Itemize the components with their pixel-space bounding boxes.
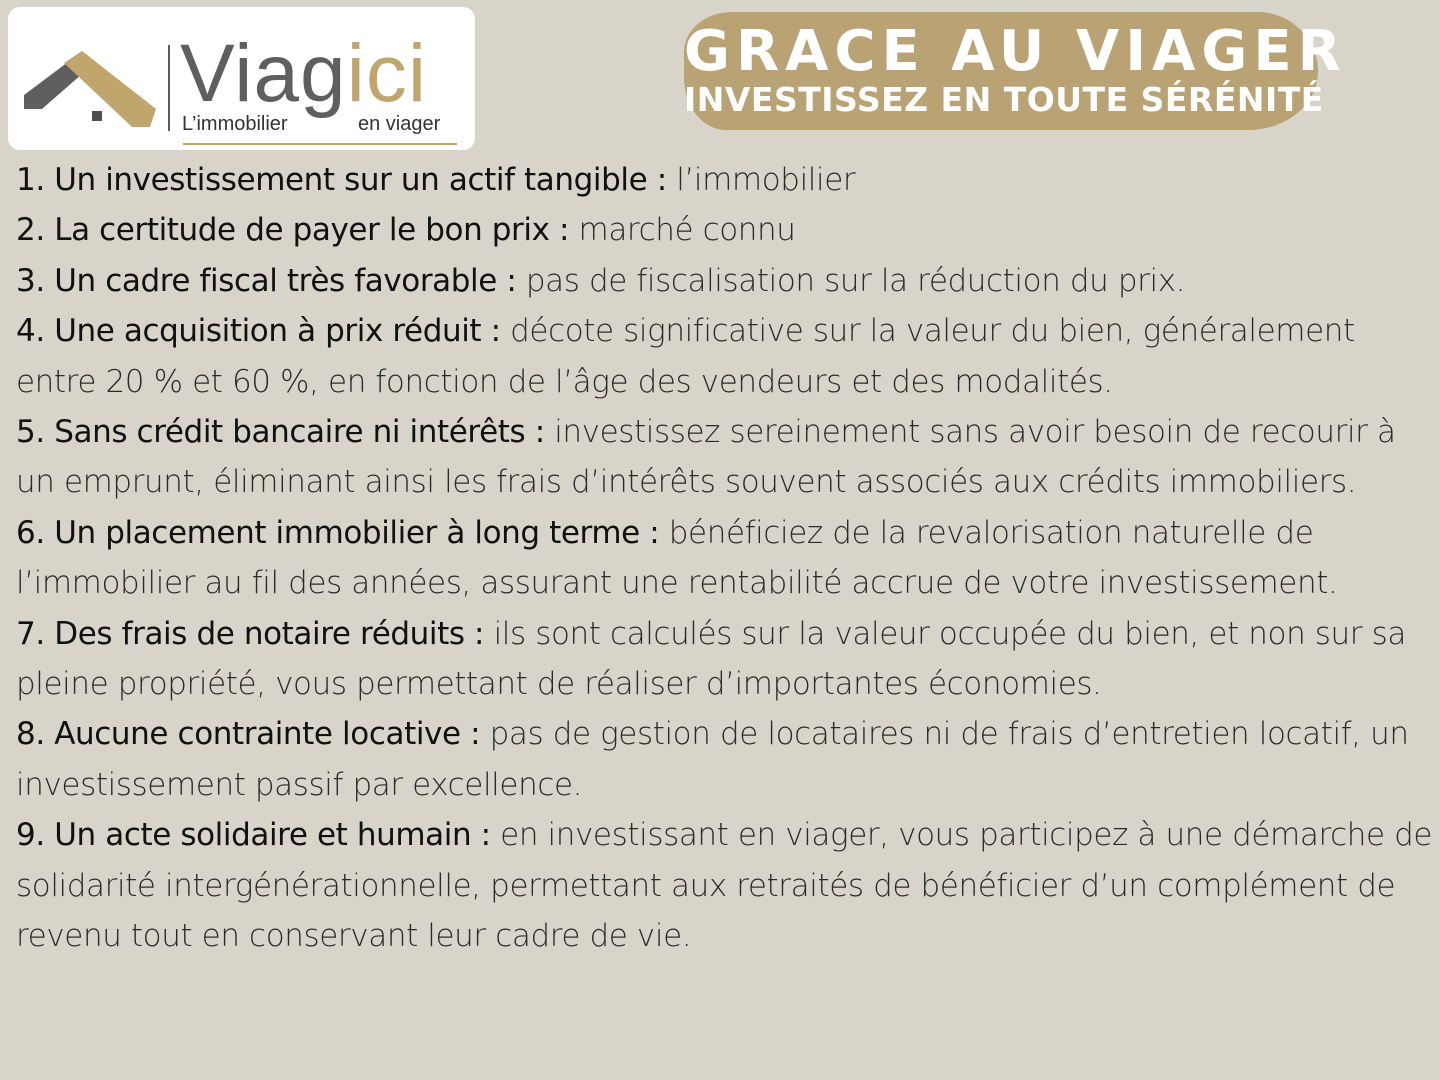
benefit-item	[16, 306, 1434, 407]
benefit-text: pas de gestion de locataires ni de frais d’entretien locatif, un investissement passif par excellence.	[16, 716, 1409, 803]
brand-wordmark	[180, 28, 428, 119]
benefit-text: décote significative sur la valeur du bien, généralement entre 20 % et 60 %, en fonction de l’âge des vendeurs et des modalités.	[16, 313, 1355, 400]
banner-subtitle: INVESTISSEZ EN TOUTE SÉRÉNITÉ	[684, 80, 1324, 119]
tagline-underline	[183, 143, 457, 145]
banner-title: GRACE AU VIAGER	[684, 19, 1347, 84]
benefit-item	[16, 407, 1434, 508]
benefit-heading: 2. La certitude de payer le bon prix :	[16, 212, 570, 249]
benefit-heading: 3. Un cadre fiscal très favorable :	[16, 262, 517, 299]
benefit-text: ils sont calculés sur la valeur occupée du bien, et non sur sa pleine propriété, vous permettant de réaliser d’importantes économies.	[16, 615, 1406, 703]
benefit-item	[16, 709, 1434, 810]
benefit-text: pas de fiscalisation sur la réduction du prix.	[516, 262, 1186, 299]
benefits-list	[16, 155, 1434, 962]
tagline-part2: en viager	[358, 113, 441, 135]
house-roof-icon	[22, 37, 162, 137]
benefit-item	[16, 810, 1434, 961]
logo-card	[8, 7, 475, 150]
benefit-heading: 1. Un investissement sur un actif tangible :	[16, 162, 667, 198]
logo-tagline	[182, 113, 458, 136]
benefit-heading: 4. Une acquisition à prix réduit :	[16, 313, 501, 350]
benefit-item	[16, 256, 1434, 306]
benefit-item	[16, 609, 1434, 710]
benefit-text: marché connu	[569, 212, 796, 249]
tagline-part1: L’immobilier	[182, 113, 288, 135]
benefit-text: bénéficiez de la revalorisation naturelle de l’immobilier au fil des années, assurant une rentabilité accrue de votre investissement.	[16, 514, 1338, 602]
benefit-text: investissez sereinement sans avoir besoin de recourir à un emprunt, éliminant ainsi les frais d’intérêts souvent associés aux crédits immobiliers.	[16, 414, 1396, 501]
brand-accent: ici	[346, 28, 428, 119]
brand-main: Viag	[180, 28, 347, 119]
benefit-item	[16, 508, 1434, 609]
headline-banner	[684, 12, 1347, 130]
benefit-heading: 6. Un placement immobilier à long terme :	[16, 514, 660, 551]
logo-divider	[168, 45, 170, 131]
benefit-text: l’immobilier	[666, 162, 856, 198]
benefit-heading: 9. Un acte solidaire et humain :	[16, 817, 491, 854]
benefit-item	[16, 155, 1434, 205]
benefit-item	[16, 205, 1434, 255]
benefit-heading: 5. Sans crédit bancaire ni intérêts :	[16, 414, 545, 451]
benefit-heading: 8. Aucune contrainte locative :	[16, 716, 481, 753]
benefit-text: en investissant en viager, vous participez à une démarche de solidarité intergénérationnelle, permettant aux retraités de bénéficier d’un complément de revenu tout en conservant leur cadre de vie.	[16, 817, 1433, 955]
benefit-heading: 7. Des frais de notaire réduits :	[16, 615, 485, 652]
